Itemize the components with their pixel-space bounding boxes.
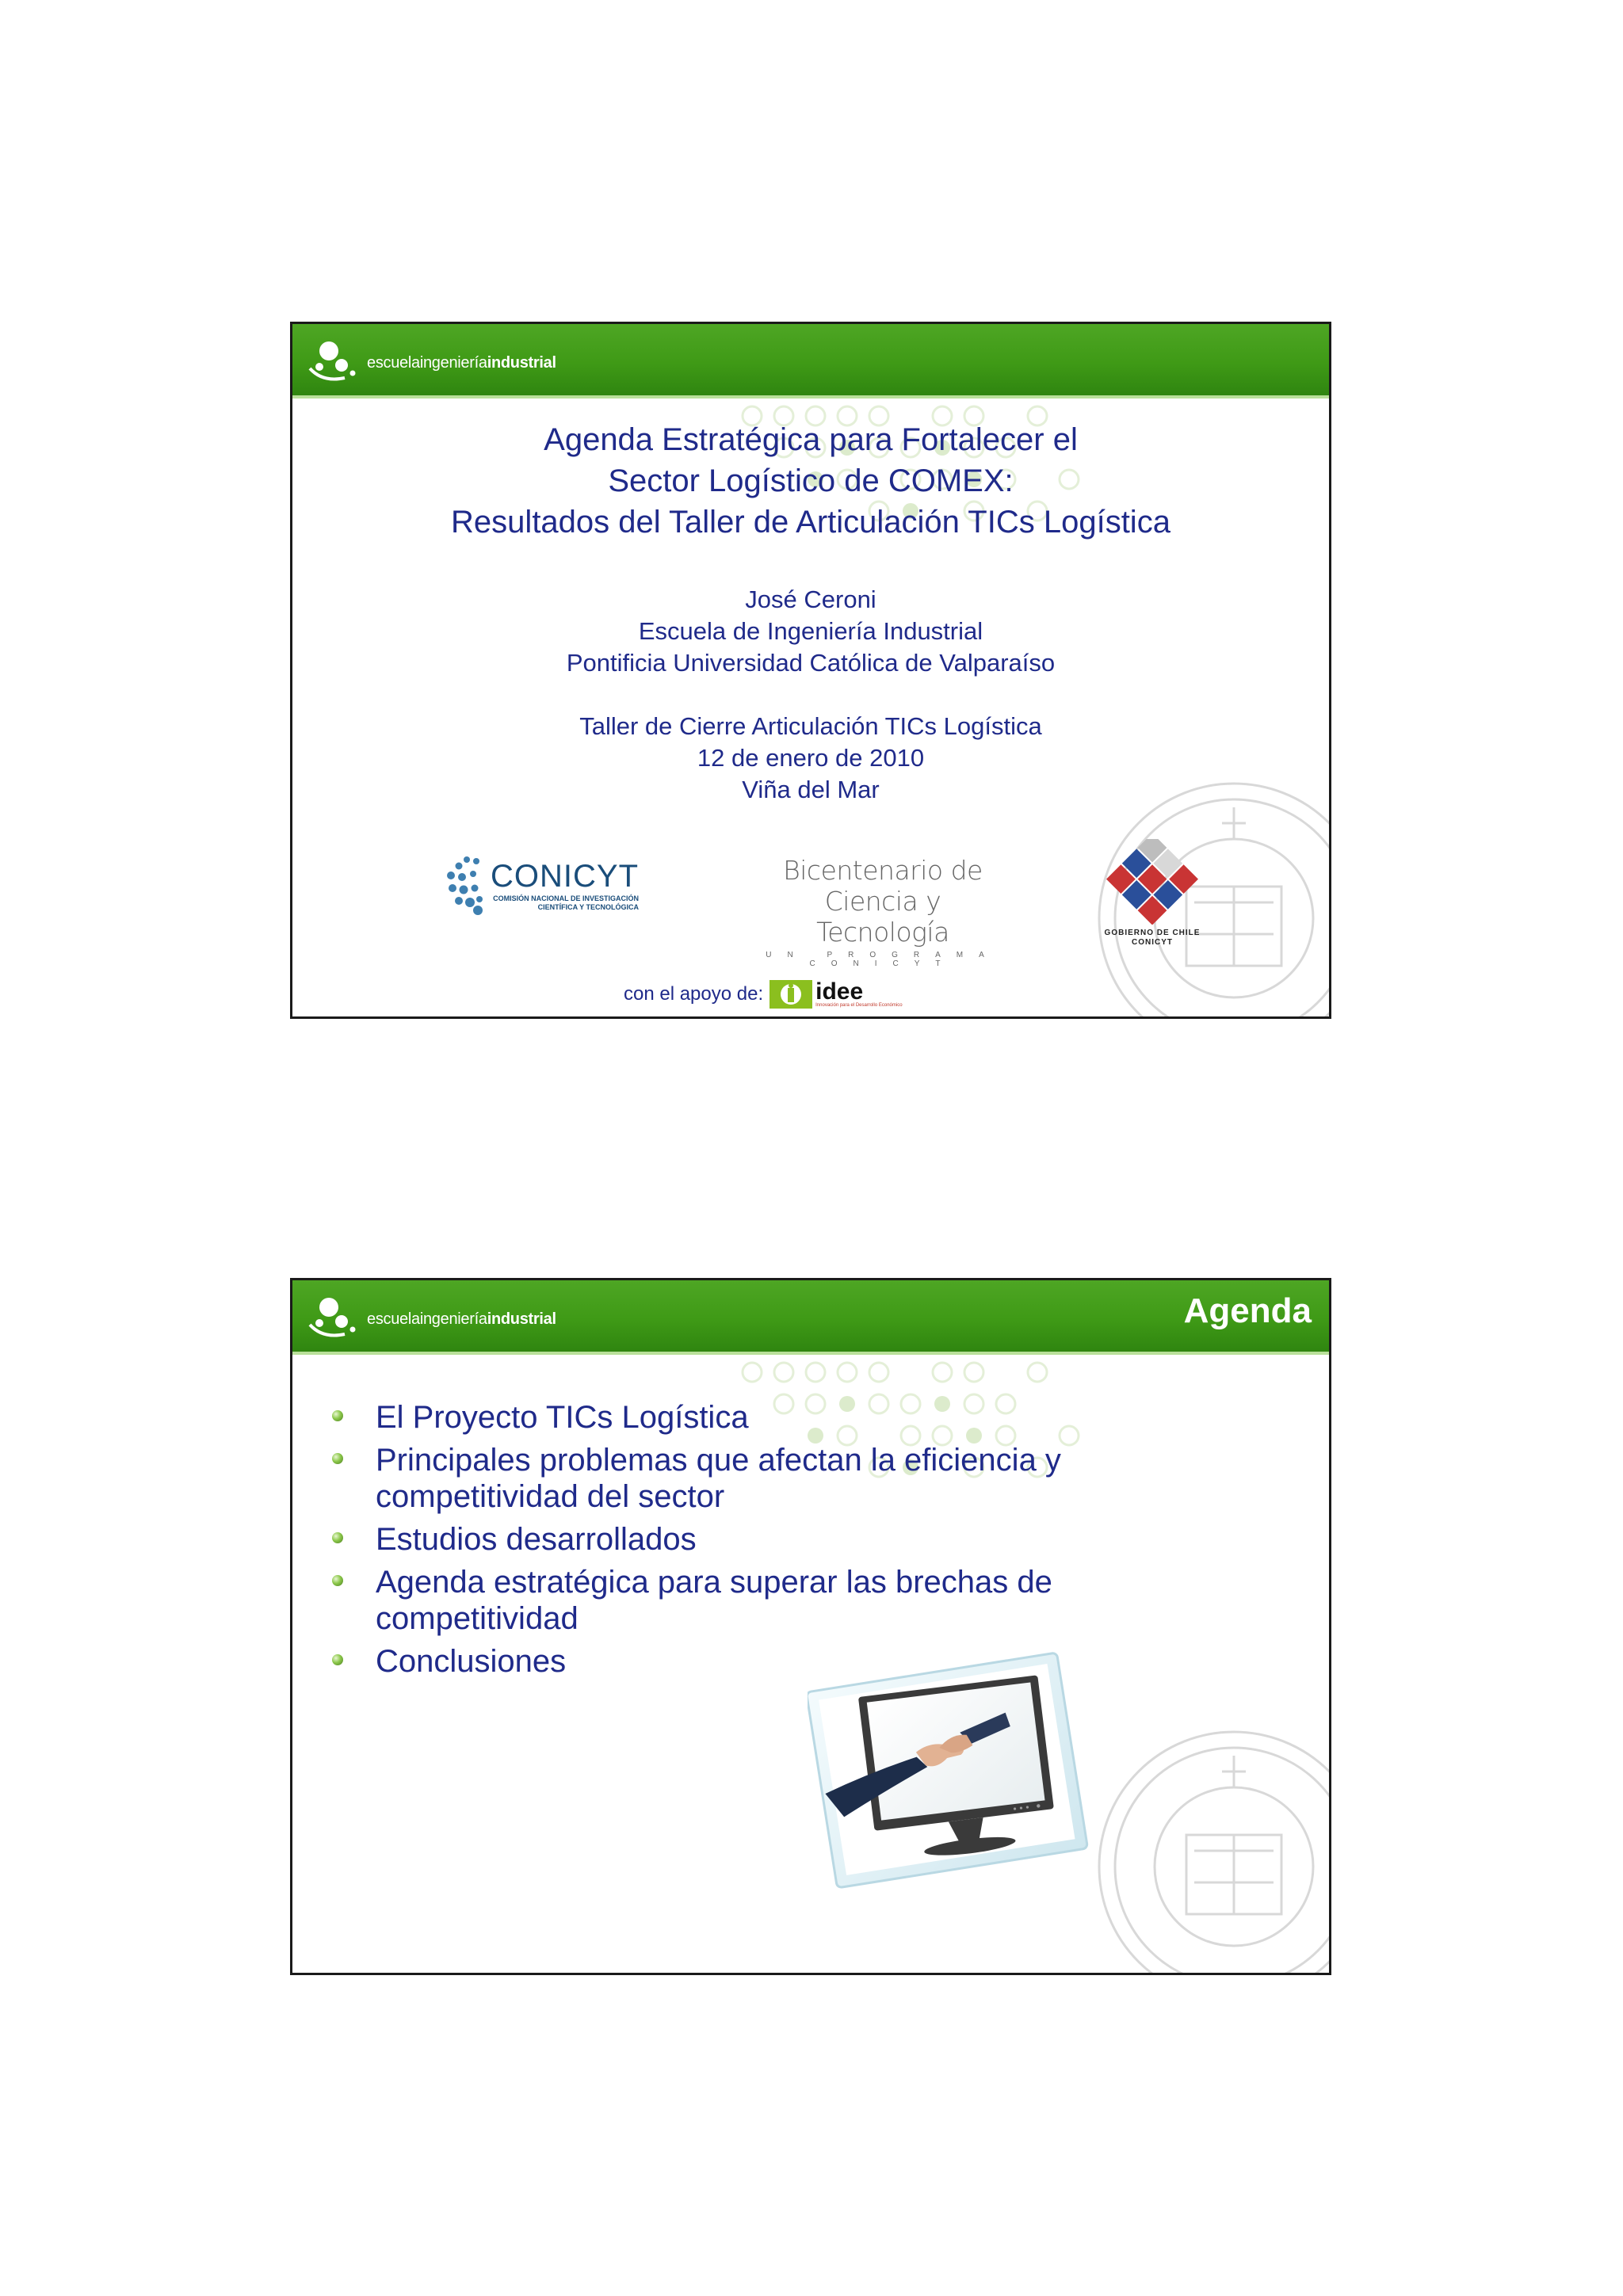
idee-name: idee [815, 978, 864, 1005]
idee-logo-icon [769, 978, 812, 1010]
brand-prefix: escuelaingeniería [367, 1310, 487, 1328]
title-line-2: Sector Logístico de COMEX: [608, 463, 1014, 498]
brand-logo [307, 1287, 556, 1347]
bullet-text: Estudios desarrollados [376, 1522, 697, 1557]
slide-header [292, 1280, 1329, 1355]
author-block [292, 584, 1329, 679]
bicentenario-logo [756, 855, 1010, 968]
chile-flag-diamond-icon [1101, 839, 1204, 925]
author-name: José Ceroni [745, 585, 876, 613]
title-slide [290, 322, 1331, 1019]
event-block [292, 711, 1329, 806]
brand-name [367, 1310, 556, 1329]
conicyt-dots-icon [443, 853, 487, 917]
list-item [332, 1564, 1128, 1637]
gobierno-text-2: CONICYT [1132, 938, 1173, 947]
title-line-1: Agenda Estratégica para Fortalecer el [544, 422, 1078, 457]
school-logo-icon [307, 337, 362, 384]
list-item [332, 1442, 1128, 1515]
school-logo-icon [307, 1293, 362, 1341]
conicyt-subtitle-1: COMISIÓN NACIONAL DE INVESTIGACIÓN [493, 894, 639, 902]
bullet-text: Agenda estratégica para superar las brechas de competitividad [376, 1565, 1052, 1636]
event-date: 12 de enero de 2010 [697, 744, 925, 772]
conicyt-name: CONICYT [491, 858, 639, 894]
bullet-text: El Proyecto TICs Logística [376, 1400, 749, 1435]
bullet-icon [332, 1654, 343, 1665]
handshake-monitor-image [808, 1651, 1101, 1889]
affiliation-university: Pontificia Universidad Católica de Valparaíso [566, 649, 1056, 677]
bullet-icon [332, 1410, 343, 1421]
brand-prefix: escuelaingeniería [367, 353, 487, 372]
bullet-text: Principales problemas que afectan la eficiencia y competitividad del sector [376, 1443, 1061, 1514]
bullet-text: Conclusiones [376, 1644, 567, 1679]
university-seal-watermark [1091, 1724, 1331, 1975]
event-place: Viña del Mar [742, 776, 880, 803]
support-line [624, 978, 903, 1010]
agenda-slide [290, 1278, 1331, 1975]
bicentenario-line-3: UN PROGRAMA CONICYT [766, 951, 1000, 968]
slide-title [292, 419, 1329, 543]
bullet-icon [332, 1453, 343, 1464]
affiliation-school: Escuela de Ingeniería Industrial [638, 617, 983, 645]
bullet-icon [332, 1532, 343, 1543]
slide-header [292, 324, 1329, 399]
agenda-list [332, 1399, 1128, 1686]
conicyt-subtitle-2: CIENTÍFICA Y TECNOLÓGICA [537, 902, 639, 911]
title-line-3: Resultados del Taller de Articulación TICs Logística [451, 505, 1170, 540]
list-item [332, 1399, 1128, 1436]
brand-suffix: industrial [487, 353, 556, 372]
brand-logo [307, 330, 556, 391]
gobierno-chile-logo [1101, 839, 1204, 948]
idee-subtitle: Innovación para el Desarrollo Económico [815, 1002, 903, 1008]
list-item [332, 1521, 1128, 1558]
brand-suffix: industrial [487, 1310, 556, 1328]
event-name: Taller de Cierre Articulación TICs Logística [579, 712, 1042, 740]
conicyt-logo [443, 853, 639, 917]
gobierno-text-1: GOBIERNO DE CHILE [1104, 929, 1201, 937]
bicentenario-line-2: Ciencia y Tecnología [816, 886, 949, 948]
brand-name [367, 354, 556, 372]
slide-title: Agenda [1183, 1291, 1312, 1330]
bicentenario-line-1: Bicentenario de [783, 855, 983, 886]
support-label: con el apoyo de: [624, 983, 764, 1005]
bullet-icon [332, 1575, 343, 1586]
